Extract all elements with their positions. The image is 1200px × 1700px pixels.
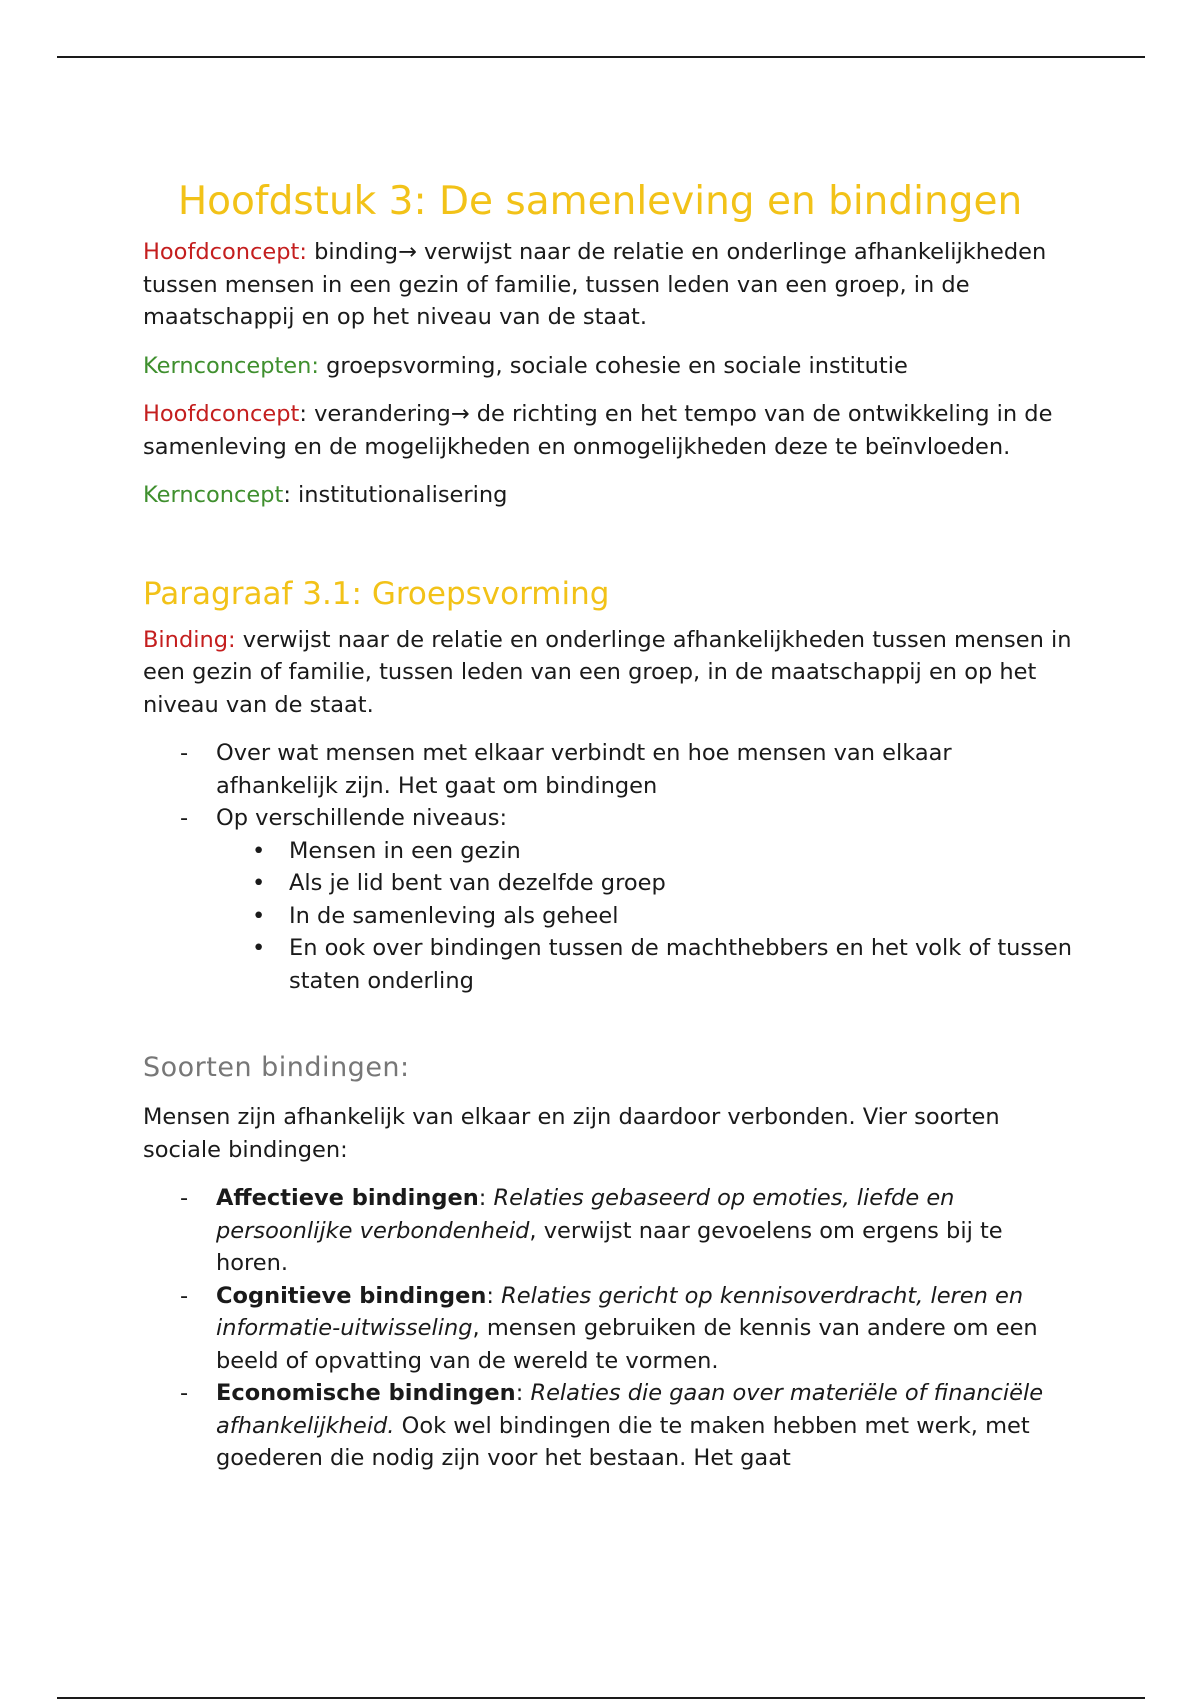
intro-kernconcepten — [143, 350, 1073, 383]
list-item: • In de samenleving als geheel — [216, 900, 1073, 933]
type-name: Affectieve bindingen — [216, 1185, 479, 1211]
type-name: Economische bindingen — [216, 1380, 516, 1406]
list-item — [143, 802, 1073, 997]
list-item: • Als je lid bent van dezelfde groep — [216, 867, 1073, 900]
binding-label: Binding: — [143, 626, 236, 653]
kernconcept-text: : institutionalisering — [283, 482, 508, 508]
binding-dash-list — [143, 737, 1073, 997]
type-separator: : — [486, 1282, 502, 1309]
binding-definition — [143, 624, 1073, 722]
list-item-text: Op verschillende niveaus: — [216, 805, 508, 831]
hoofdconcept-text: : verandering→ de richting en het tempo van de ontwikkeling in de samenleving en de mogelijkheden en onmogelijkheden deze te beïnvloeden. — [143, 401, 1053, 460]
type-rest: Ook wel bindingen die te maken hebben met werk, met goederen die nodig zijn voor het bestaan. Het gaat — [216, 1412, 1030, 1471]
type-rest: , mensen gebruiken de kennis van andere om een beeld of opvatting van de wereld te vormen. — [216, 1315, 1038, 1374]
intro-hoofdconcept-verandering — [143, 398, 1073, 463]
subsection-intro: Mensen zijn afhankelijk van elkaar en zijn daardoor verbonden. Vier soorten sociale bindingen: — [143, 1104, 1000, 1163]
type-separator: : — [515, 1380, 531, 1406]
type-separator: : — [478, 1185, 494, 1211]
section-title: Paragraaf 3.1: Groepsvorming — [143, 575, 610, 612]
top-rule — [57, 56, 1145, 58]
kernconcepten-label: Kernconcepten: — [143, 352, 319, 379]
hoofdconcept-text: binding→ verwijst naar de relatie en onderlinge afhankelijkheden tussen mensen in een gezin of familie, tussen leden van een groep, in de maatschappij en op het niveau van de staat. — [143, 239, 1047, 330]
list-item — [143, 1182, 1073, 1280]
list-item: • Mensen in een gezin — [216, 835, 1073, 868]
type-definition: Relaties die gaan over materiële of financiële afhankelijkheid. — [216, 1380, 1044, 1439]
intro-hoofdconcept-binding — [143, 236, 1073, 334]
spacer — [143, 528, 1073, 572]
type-rest: , verwijst naar gevoelens om ergens bij te horen. — [216, 1217, 1003, 1276]
kernconcept-label: Kernconcept — [143, 482, 284, 508]
list-item: • En ook over bindingen tussen de machthebbers en het volk of tussen staten onderling — [216, 932, 1073, 997]
kernconcepten-text: groepsvorming, sociale cohesie en sociale institutie — [319, 352, 908, 379]
hoofdconcept-label: Hoofdconcept — [143, 401, 300, 427]
binding-text: verwijst naar de relatie en onderlinge afhankelijkheden tussen mensen in een gezin of familie, tussen leden van een groep, in de maatschappij en op het niveau van de staat. — [143, 626, 1072, 718]
type-name: Cognitieve bindingen — [216, 1282, 487, 1309]
document-body — [143, 176, 1073, 1491]
list-item: - Over wat mensen met elkaar verbindt en hoe mensen van elkaar afhankelijk zijn. Het gaat om bindingen — [143, 737, 1073, 802]
list-item — [143, 1377, 1073, 1475]
list-item — [143, 1280, 1073, 1378]
spacer — [143, 1013, 1073, 1049]
hoofdconcept-label: Hoofdconcept: — [143, 239, 307, 265]
type-definition: Relaties gebaseerd op emoties, liefde en persoonlijke verbondenheid — [216, 1185, 955, 1244]
type-definition: Relaties gericht op kennisoverdracht, leren en informatie-uitwisseling — [216, 1282, 1024, 1341]
subsection-title: Soorten bindingen: — [143, 1052, 410, 1083]
bottom-rule — [57, 1697, 1145, 1699]
chapter-title: Hoofdstuk 3: De samenleving en bindingen — [177, 179, 1023, 224]
intro-kernconcept — [143, 479, 1073, 512]
levels-bullet-list — [216, 835, 1073, 998]
binding-types-list — [143, 1182, 1073, 1475]
